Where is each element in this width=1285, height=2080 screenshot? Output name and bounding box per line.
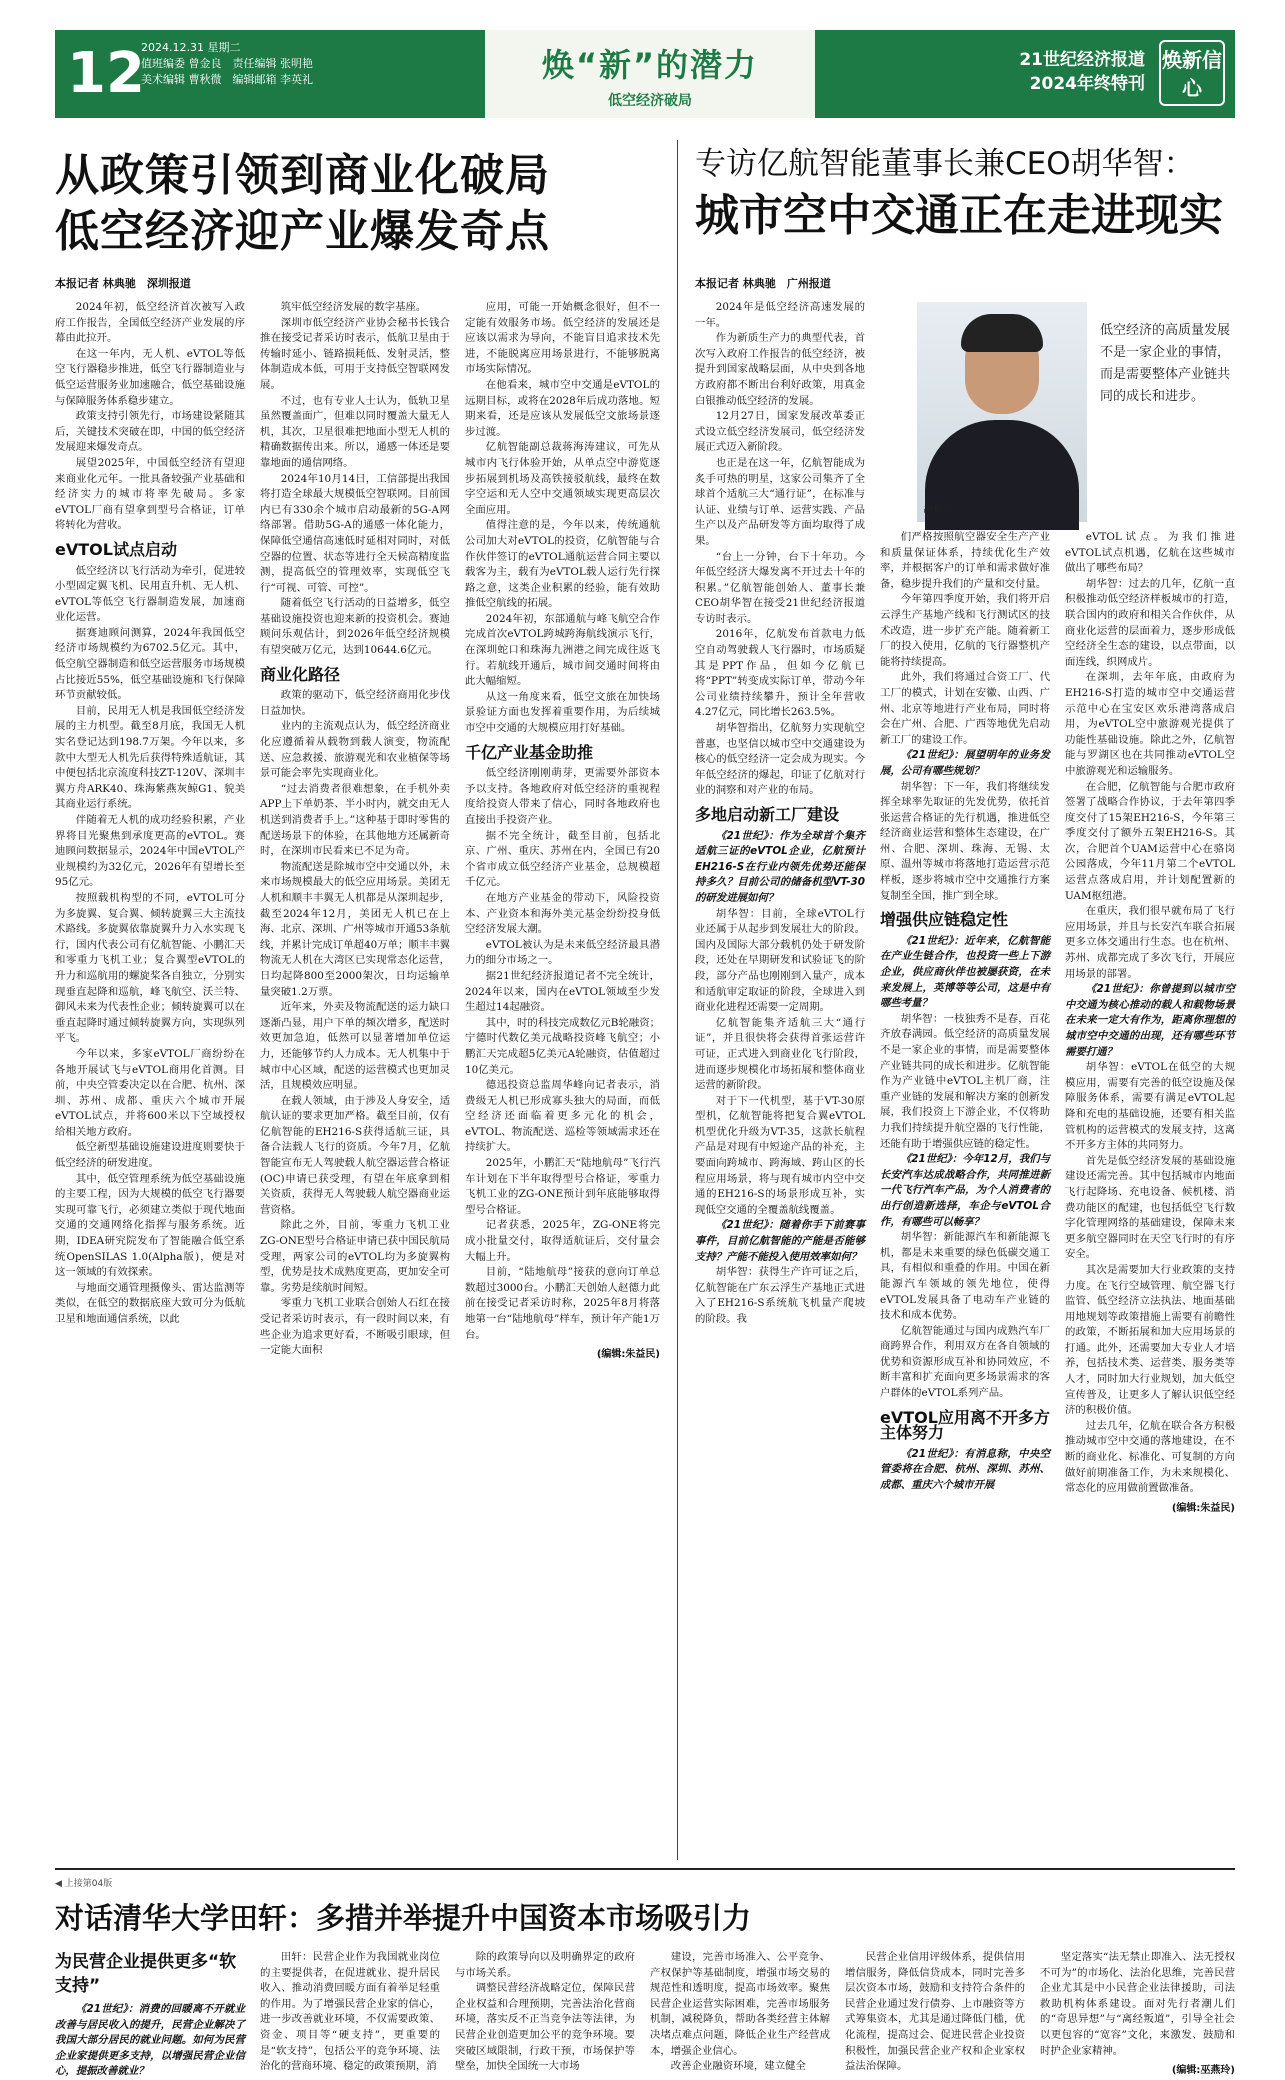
- bottom-column-6: [1040, 1950, 1235, 2077]
- paragraph: 胡华智指出，亿航努力实现航空普惠，也坚信以城市空中交通建设为核心的低空经济一定会成为现实。今年低空经济的爆起，印证了亿航对行业的洞察和对产业的布局。: [695, 722, 865, 797]
- paragraph: 目前，“陆地航母”接获的意向订单总数超过3000台。小鹏汇天创始人赵德力此前在接受记者采访时称，2025年8月将落地第一台“陆地航母”样车，预计年产能1万台。: [465, 1266, 660, 1341]
- section-heading: 千亿产业基金助推: [465, 742, 594, 762]
- paragraph: 胡华智：一枝独秀不是春，百花齐放春满园。低空经济的高质量发展不是一家企业的事情，而是需要整体产业链共同的成长和进步。亿航智能作为产业链中eVTOL主机厂商，注重产业链的发展和解决方案的创新发展，我们投资上下游企业，不仅将助力我们持续提升航空器的飞行性能，还能有助于增强供应链的稳定性。: [880, 1012, 1050, 1150]
- paragraph: 胡华智：新能源汽车和新能源飞机，都是未来重要的绿色低碳交通工具，有相似和重叠的作用。中国在新能源汽车领域的领先地位，使得eVTOL发展具备了电动车产业链的技术和成本优势。: [880, 1231, 1050, 1322]
- section-heading: eVTOL应用离不开多方主体努力: [880, 1407, 1050, 1443]
- paragraph: 《21世纪》：今年12月，我们与长安汽车达成战略合作，共同推进新一代飞行汽车产品，为个人消费者的出行创造新选择，车企与eVTOL合作，有哪些可以畅享？: [880, 1153, 1050, 1228]
- paragraph: 《21世纪》：展望明年的业务发展，公司有哪些规划？: [880, 749, 1050, 777]
- paragraph: 对于下一代机型，基于VT-30原型机，亿航智能将把复合翼eVTOL机型优化升级为VT-35，这款长航程产品是对现有中短途产品的补充，主要面向跨城市、跨海域、跨山区的长程应用场景，将与现有城市内空中交通的EH216-S的场景形成互补，实现低空交通的全覆盖航线覆盖。: [695, 1094, 865, 1216]
- paragraph: 《21世纪》：近年来，亿航智能在产业生链合作，也投资一些上下游企业，供应商伙伴也被屡获资，在未来发展上，英博等等公司，这是中有哪些考量？: [880, 934, 1050, 1010]
- paper-masthead: [1019, 48, 1145, 96]
- paragraph: 按照载机构型的不同，eVTOL可分为多旋翼、复合翼、倾转旋翼三大主流技术路线。多旋翼依靠旋翼升力入水实现飞行，国内代表公司有亿航智能、小鹏汇天和零重力飞机工业；复合翼型eVTOL的升力和巡航用的螺旋桨各自独立，分别实现垂直起降和巡航，峰飞航空、沃兰特、御风未来为代表性企业；倾转旋翼可以在垂直起降时通过倾转旋翼方向，实现纵列平飞。: [55, 891, 245, 1045]
- left-column-3: [465, 300, 660, 1860]
- paragraph: 2024年初，东部通航与峰飞航空合作完成首次eVTOL跨城跨海航线演示飞行，在深圳蛇口和珠海九洲港之间完成往返飞行。若航线开通后，城市间交通时间将由此大幅缩短。: [465, 612, 660, 688]
- paragraph: 今年第四季度开始，我们将开启云浮生产基地产线和飞行测试区的技术改造，进一步扩充产能。随着新工厂的投入使用，亿航的飞行器整机产能将持续提高。: [880, 593, 1050, 668]
- bottom-column-1: [55, 2002, 245, 2078]
- right-byline: 本报记者 林典驰 广州报道: [695, 277, 831, 290]
- paragraph: 坚定落实“法无禁止即准入、法无授权不可为”的市场化、法治化思维，完善民营企业尤其是中小民营企业法律援助，司法救助机构体系建设。面对先行者潮儿们的“奇思异想”与“离经叛道”，引导全社会以更包容的“宽容”文化，来激发、鼓励和时护企业家精神。: [1040, 1951, 1235, 2057]
- paragraph: 作为新质生产力的典型代表，首次写入政府工作报告的低空经济，被提升到国家战略层面，从中央到各地方政府都不断出台利好政策，用真金白银推动低空经济的发展。: [695, 332, 865, 407]
- paragraph: 此外，我们将通过合资工厂、代工厂的模式，计划在安徽、山西、广州、北京等地进行产业布局，同时将会在广州、合肥、广西等地优先启动新工厂的建设工作。: [880, 671, 1050, 746]
- paragraph: 从这一角度来看，低空文旅在加快场景验证方面也发挥着重要作用，为后续城市空中交通的大规模应用打好基础。: [465, 690, 660, 735]
- paragraph: 亿航智能副总裁蒋海涛建议，可先从城市内飞行体验开始，从单点空中游览逐步拓展到机场及高铁接驳航线，最终在数字空运和无人空中交通领域实现更高层次全面应用。: [465, 441, 660, 516]
- paragraph: “过去消费者很难想象，在手机外卖APP上下单奶茶、半小时内，就交由无人机送到消费者手上。”这种基于即时零售的配送场景下的体验，在其他地方还属新奇时，在深圳市民看来已不足为奇。: [260, 782, 450, 858]
- left-headline: [55, 148, 655, 260]
- section-subtitle: 低空经济破局: [608, 93, 692, 109]
- left-byline: 本报记者 林典驰 深圳报道: [55, 277, 191, 290]
- newspaper-page: [55, 30, 1235, 2078]
- paragraph: 调整民营经济战略定位，保障民营企业权益和合理预期，完善法治化营商环境，落实反不正当竞争法等法律，为民营企业创造更加公平的竞争环境。要突破区域限制，行政干预，市场保护等壁垒，加快全国统一大市场: [455, 1982, 635, 2073]
- paragraph: 胡华智：eVTOL在低空的大规模应用，需要有完善的低空设施及保障服务体系，需要有满足eVTOL起降和充电的基础设施，还要有相关监管机构的运营模式的发展支持，这离不开多方主体的共同努力。: [1065, 1061, 1235, 1152]
- paragraph: 业内的主流观点认为，低空经济商业化应遵循着从载物到载人演变，物流配送、应急救援、旅游观光和农业植保等场景可能会率先实现商业化。: [260, 720, 450, 780]
- paragraph: 在地方产业基金的带动下，风险投资本、产业资本和海外美元基金纷纷投身低空经济发展大潮。: [465, 891, 660, 936]
- paragraph: 不过，也有专业人士认为，低轨卫星虽然覆盖面广，但难以同时覆盖大量无人机，其次，卫星很难把地面小型无人机的精确数据传出来。所以，通感一体还是要靠地面的通信网络。: [260, 394, 450, 469]
- paragraph: 在载人领域，由于涉及人身安全，适航认证的要求更加严格。截至目前，仅有亿航智能的EH216-S获得适航三证，具备合法载人飞行的资质。今年7月，亿航智能宣布无人驾驶载人航空器运营合格证(OC)申请已获受理，有望在年底拿到相关资质，获得无人驾驶载人航空器商业运营资格。: [260, 1094, 450, 1216]
- paragraph: 12月27日，国家发展改革委正式设立低空经济发展司，低空经济发展正式迈入新阶段。: [695, 410, 865, 454]
- paragraph: 2024年初，低空经济首次被写入政府工作报告，全国低空经济产业发展的序幕由此拉开。: [55, 301, 245, 345]
- paragraph: 据赛迪顾问测算，2024年我国低空经济市场规模约为6702.5亿元。其中，低空航空器制造和低空运营服务市场规模占比接近55%，低空基础设施和飞行保障环节贡献较低。: [55, 626, 245, 702]
- paragraph: 除的政策导向以及明确界定的政府与市场关系。: [455, 1951, 635, 1979]
- paragraph: 胡华智：获得生产许可证之后，亿航智能在广东云浮生产基地正式进入了EH216-S系统航飞机量产爬坡的阶段。我: [695, 1266, 865, 1325]
- paragraph: 低空新型基础设施建设进度则要快于低空经济的研发进度。: [55, 1141, 245, 1170]
- paragraph: 《21世纪》：你曾提到以城市空中交通为核心推动的载人和载物场景在未来一定大有作为，距离你理想的城市空中交通的出现，还有哪些环节需要打通？: [1065, 983, 1235, 1058]
- paragraph: 与地面交通管理摄像头、雷达监测等类似，在低空的数据底座大致可分为低航卫星和地面通信系统，以此: [55, 1281, 245, 1325]
- paragraph: 田轩：民营企业作为我国就业岗位的主要提供者，在促进就业、提升居民收入、推动消费回暖方面有着举足轻重的作用。为了增强民营企业家的信心，进一步改善就业环境，不仅需要政策、资金、项目等“硬支持”，更重要的是“软支持”，包括公平的竞争环境、法治化的营商环境、稳定的政策预期，消: [260, 1951, 440, 2073]
- paragraph: 2024年是低空经济高速发展的一年。: [695, 301, 865, 329]
- paragraph: 胡华智：下一年，我们将继续发挥全球率先取证的先发优势，依托首张运营合格证的先行机遇，推进低空经济商业运营和整体生态建设，在广州、合肥、深圳、珠海、无锡、太原、温州等城市将落地打造运营示范样板，逐步将城市空中交通推行方案复制至全国，推广到全球。: [880, 780, 1050, 902]
- paragraph: 民营企业信用评级体系，提供信用增信服务，降低信贷成本，同时完善多层次资本市场，鼓励和支持符合条件的民营企业通过发行债券、上市融资等方式筹集资本，尤其是通过降低门槛，优化流程，提高过会、促进民营企业投资积极性，加强民营企业产权和企业家权益法治保障。: [845, 1951, 1025, 2073]
- paragraph: 《21世纪》：作为全球首个集齐适航三证的eVTOL企业，亿航预计EH216-S在行业内领先优势还能保持多久？目前公司的储备机型VT-30的研发进展如何？: [695, 829, 865, 904]
- paragraph: 首先是低空经济发展的基础设施建设还需完善。其中包括城市内地面飞行起降场、充电设备、候机楼、消费功能区的配建，也包括低空飞行数字化管理网络的基础建设，保障未来更多航空器同时在天空飞行时的有序安全。: [1065, 1154, 1235, 1261]
- special-logo: 焕新信心: [1159, 40, 1225, 106]
- paragraph: 据不完全统计，截至目前，包括北京、广州、重庆、苏州在内，全国已有20个省市成立低空经济产业基金，总规模超千亿元。: [465, 829, 660, 889]
- right-column-3: [1065, 530, 1235, 1860]
- section-rule: [55, 1868, 1235, 1870]
- paragraph: 《21世纪》：随着你手下前赛事事件，目前亿航智能的产能是否能够支持？产能不能投入使用效率如何？: [695, 1219, 865, 1263]
- section-heading: 商业化路径: [260, 664, 341, 684]
- paragraph: 2024年10月14日，工信部提出我国将打造全球最大规模低空智联网。目前国内已有330余个城市启动最新的5G-A网络部署。借助5G-A的通感一体化能力，保障低空通信高速低时延相对同时，对低空器的位置、状态等进行全天候高精度监测，提高低空的管理效率，实现低空飞行“可视、可管、可控”。: [260, 472, 450, 594]
- paragraph: 在这一年内，无人机、eVTOL等低空飞行器稳步推进，低空飞行器制造业与低空运营服务业加速融合，低空基础设施与保障服务体系稳步建立。: [55, 347, 245, 407]
- paragraph: eVTOL被认为是未来低空经济最具潜力的细分市场之一。: [465, 938, 660, 967]
- paragraph: 过去几年，亿航在联合各方积极推动城市空中交通的落地建设，在不断的商业化、标准化、可复制的方向做好前期准备工作，为未来规模化、常态化的应用做前置做准备。: [1065, 1419, 1235, 1495]
- jump-line: ◀ 上接第04版: [55, 1879, 113, 1889]
- paragraph: 《21世纪》：消费的回暖离不开就业改善与居民收入的提升，民营企业解决了我国大部分居民的就业问题。如何为民营企业家提供更多支持，以增强民营企业信心，提振改善就业？: [55, 2003, 245, 2078]
- paragraph: 在深圳，去年年底，由政府为EH216-S打造的城市空中交通运营示范中心在宝安区欢乐港湾落成启用，为eVTOL空中旅游观光提供了功能性基础设施。除此之外，亿航智能与罗湖区也在共同推动eVTOL空中旅游观光和运输服务。: [1065, 671, 1235, 777]
- page-header: [55, 30, 1235, 118]
- portrait-hair: [961, 314, 1043, 352]
- paragraph: 伴随着无人机的成功经验积累，产业界将目光聚焦到承度更高的eVTOL。赛迪顾问数据显示，2024年中国eVTOL产业规模约为32亿元，2026年有望增长至95亿元。: [55, 814, 245, 889]
- section-heading: 多地启动新工厂建设: [695, 805, 840, 824]
- paragraph: 其次是需要加大行业政策的支持力度。在飞行空域管理、航空器飞行监管、低空经济立法执法、地面基础用地规划等政策措施上需要有前瞻性的政策，不断拓展和加大应用场景的打通。此外，还需要加大专业人才培养，包括技术类、运营类、服务类等人才，同时加大行业规划，加大低空宣传普及，让更多人了解认识低空经济的积极价值。: [1065, 1263, 1235, 1417]
- paragraph: “台上一分钟，台下十年功。今年低空经济大爆发离不开过去十年的积累。”亿航智能创始人、董事长兼CEO胡华智在接受21世纪经济报道专访时表示。: [695, 550, 865, 625]
- paragraph: 随着低空飞行活动的日益增多，低空基础设施投资也迎来新的投资机会。赛迪顾问乐观估计，到2026年低空经济规模有望突破万亿元，达到10644.6亿元。: [260, 597, 450, 657]
- left-column-1: [55, 300, 245, 1860]
- pull-quote: 低空经济的高质量发展不是一家企业的事情，而是需要整体产业链共同的成长和进步。: [1100, 323, 1231, 404]
- paragraph: 零重力飞机工业联合创始人石红在接受记者采访时表示，有一段时间以来，有些企业为追求更好看，不断吸引眼球，但一定能大面积: [260, 1297, 450, 1357]
- paragraph: 在他看来，城市空中交通是eVTOL的远期目标，或将在2028年后成功落地。短期来看，还是应该从发展低空文旅场景逐步过渡。: [465, 378, 660, 438]
- column-divider: [677, 140, 678, 1860]
- paragraph: 记者获悉，2025年，ZG-ONE将完成小批量交付，取得适航证后，交付量会大幅上升。: [465, 1219, 660, 1263]
- paragraph: 筑牢低空经济发展的数字基座。: [280, 301, 427, 313]
- paragraph: 其中，时的科技完成数亿元B轮融资；宁德时代数亿美元战略投资峰飞航空；小鹏汇天完成超5亿美元A轮融资，估值超过10亿美元。: [465, 1016, 660, 1076]
- left-column-2: [260, 300, 450, 1860]
- left-headline-line2: 低空经济迎产业爆发奇点: [55, 206, 550, 257]
- bottom-subhead: 为民营企业提供更多“软支持”: [55, 1952, 237, 1996]
- bottom-column-3: [455, 1950, 635, 2073]
- right-column-1: [695, 300, 865, 1860]
- right-column-2: [880, 530, 1050, 1860]
- paragraph: 2016年，亿航发布首款电力低空自动驾驶载人飞行器时，市场质疑其是PPT作品，但如今亿航已将“PPT”转变成实际订单，带动今年公司业绩持续攀升，预计全年营收4.27亿元，同比增长263.5%。: [695, 628, 865, 719]
- paragraph: 物流配送是除城市空中交通以外，未来市场规模最大的低空应用场景。美团无人机和顺丰丰翼无人机都是从深圳起步，截至2024年12月，美团无人机已在上海、北京、深圳、广州等城市开通53条航线，并累计完成订单超40万单；顺丰丰翼物流无人机在大湾区已实现常态化运营，日均起降800至2000架次，日均运输单量突破1.2万票。: [260, 860, 450, 998]
- portrait-photo: [917, 302, 1087, 522]
- paragraph: 应用，可能一开始概念很好，但不一定能有效服务市场。低空经济的发展还是应该以需求为导向，不能盲目追求技术先进，不能脱离应用场景进行，不能够脱离市场实际情况。: [465, 301, 660, 376]
- paragraph: 据21世纪经济报道记者不完全统计，2024年以来，国内在eVTOL领域至少发生超过14起融资。: [465, 969, 660, 1014]
- paragraph: 德迅投资总监周华峰向记者表示，消费级无人机已形成寡头独大的局面，而低空经济还面临着更多元化的机会，eVTOL、物流配送、巡检等领域需求还在持续扩大。: [465, 1079, 660, 1154]
- bottom-column-2: [260, 1950, 440, 2073]
- bottom-headline: 对话清华大学田轩：多措并举提升中国资本市场吸引力: [55, 1901, 752, 1935]
- paragraph: 今年以来，多家eVTOL厂商纷纷在各地开展试飞与eVTOL商用化首测。目前，中央空管委决定以在合肥、杭州、深圳、苏州、成都、重庆六个城市开展eVTOL试点，并将600米以下空域授权给相关地方政府。: [55, 1047, 245, 1138]
- paragraph: 值得注意的是，今年以来，传统通航公司加大对eVTOL的投资，亿航智能与合作伙伴签订的eVTOL通航运营合同主要以载客为主，载有为eVTOL载人运行先行探路之意，这类企业积累的经验，能有效助推低空航线的拓展。: [465, 519, 660, 610]
- paragraph: 近年来，外卖及物流配送的运力缺口逐渐凸显，用户下单的频次增多，配送时效更加急迫，低然可以显著增加单位运力，还能够节约人力成本。无人机集中于城市中心区域，配送的运营模式也更加灵活，且规模效应明显。: [260, 1001, 450, 1092]
- special-edition: 2024年终特刊: [1029, 74, 1145, 94]
- section-heading: 增强供应链稳定性: [880, 910, 1009, 930]
- paragraph: 《21世纪》：有消息称，中央空管委将在合肥、杭州、深圳、苏州、成都、重庆六个城市开展: [880, 1447, 1050, 1492]
- issue-date: 2024.12.31 星期二: [141, 41, 241, 54]
- paragraph: 目前，民用无人机是我国低空经济发展的主力机型。截至8月底，我国无人机实名登记达到198.7万架。今年以来，多款中大型无人机先后获得特殊适航证，其中便包括北京流度科技ZT-120V、深圳丰翼方舟ARK40、珠海紫燕灰鲸G1、貌美其商业运行系统。: [55, 704, 245, 811]
- paragraph: 在重庆，我们很早就布局了飞行应用场景，并且与长安汽车联合拓展更多立体交通出行生态。也在杭州、苏州、成都完成了多次飞行，开展应用场景的部署。: [1065, 905, 1235, 980]
- staff-line-1: 值班编委 曾金良 责任编辑 张明艳: [141, 57, 313, 70]
- paper-name: 21世纪经济报道: [1019, 50, 1145, 70]
- paragraph: 深圳市低空经济产业协会秘书长钱合推在接受记者采访时表示，低航卫星由于传输时延小、链路损耗低、发射灵活，整体制造成本低，可用于支持低空智联网发展。: [260, 316, 450, 391]
- paragraph: 低空经济刚刚萌芽，更需要外部资本予以支持。各地政府对低空经济的重视程度给投资人带来了信心，同时各地政府也直接出手投资产业。: [465, 767, 660, 826]
- right-headline-sub: 专访亿航智能董事长兼CEO胡华智：: [695, 146, 1195, 182]
- paragraph: 胡华智：过去的几年，亿航一直积极推动低空经济样板城市的打造，联合国内的政府和相关合作伙伴，从商业化运营的层面着力，逐步形成低空经济全生态的建设，以点带面，以面连线，织网成片。: [1065, 577, 1235, 668]
- page-number: 12: [67, 41, 145, 106]
- photo-caption: 胡华智: [923, 505, 953, 516]
- paragraph: 改善企业融资环境，建立健全: [670, 2060, 806, 2073]
- paragraph: 展望2025年，中国低空经济有望迎来商业化元年。一批具备较强产业基础和经济实力的城市将率先破局。多家eVTOL厂商有望拿到型号合格证，订单将转化为营收。: [55, 456, 245, 532]
- section-heading: eVTOL试点启动: [55, 539, 177, 559]
- paragraph: 在合肥，亿航智能与合肥市政府签署了战略合作协议，于去年第四季度交付了15架EH216-S，今年第三季度交付了额外五架EH216-S。其次，合肥首个UAM运营中心在骆岗公园落成，今年11月第二个eVTOL运营点落成启用，并计划配置新的UAM枢纽港。: [1065, 780, 1235, 902]
- bottom-column-4: [650, 1950, 830, 2073]
- section-title: 焕“新”的潜力: [541, 46, 759, 84]
- editor-credit: (编辑:朱益民): [596, 1349, 660, 1361]
- paragraph: 低空经济以飞行活动为牵引，促进较小型固定翼飞机、民用直升机、无人机、eVTOL等低空飞行器制造发展，加速商业化运营。: [55, 564, 245, 624]
- paragraph: 们严格按照航空器安全生产产业和质量保证体系，持续优化生产效率，并根据客户的订单和需求做好准备，稳步提升我们的产量和交付量。: [880, 531, 1050, 590]
- paragraph: 胡华智：目前，全球eVTOL行业还属于从起步到发展壮大的阶段。国内及国际大部分载机仍处于研发阶段，还处在早期研发和试验证飞的阶段，部分产品也刚刚到入量产，成本和适航审定取证的阶段，全球进入到商业化进程还需要一定周期。: [695, 907, 865, 1014]
- paragraph: 除此之外，目前，零重力飞机工业ZG-ONE型号合格证申请已获中国民航局受理，两家公司的eVTOL均为多旋翼构型，优势是技术成熟度更高，更加安全可靠。劣势是续航时间短。: [260, 1219, 450, 1294]
- paragraph: 2025年，小鹏汇天“陆地航母”飞行汽车计划在下半年取得型号合格证，零重力飞机工业的ZG-ONE预计到年底能够取得型号合格证。: [465, 1157, 660, 1216]
- editor-credit: (编辑:巫燕玲): [1171, 2065, 1235, 2077]
- paragraph: 建设，完善市场准入、公平竞争、产权保护等基础制度，增强市场交易的规范性和透明度，提高市场效率。聚焦民营企业运营实际困难，完善市场服务机制，减税降负，帮助各类经营主体解决堵点难点问题，降低企业生产经营成本，增强企业信心。: [650, 1951, 830, 2057]
- paragraph: 政策支持引领先行，市场建设紧随其后，关键技术突破在即，中国的低空经济发展迎来爆发奇点。: [55, 410, 245, 454]
- paragraph: 也正是在这一年，亿航智能成为炙手可热的明星，这家公司集齐了全球首个适航三大“通行证”，在标准与认证、业绩与订单、运营实践、产品生产以及产品研发等方面均取得了成果。: [695, 456, 865, 547]
- paragraph: 其中，低空管理系统为低空基础设施的主要工程，因为大规模的低空飞行器要实现可靠飞行，必须建立类似于现代地面交通的交通网络化指挥与服务系统。近期，IDEA研究院发布了智能融合低空系统OpenSILAS 1.0(Alpha版)，便是对这一领域的有效探索。: [55, 1172, 245, 1279]
- section-banner: [485, 30, 815, 118]
- paragraph: 亿航智能集齐适航三大“通行证”，并且很快将会获得首张运营许可证，正式进入到商业化飞行阶段，进而逐步规模化市场拓展和整体商业运营的新阶段。: [695, 1016, 865, 1092]
- bottom-column-5: [845, 1950, 1025, 2073]
- right-headline: 城市空中交通正在走进现实: [695, 190, 1223, 241]
- paragraph: 亿航智能通过与国内成熟汽车厂商跨界合作，利用双方在各自领域的优势和资源形成互补和协同效应，不断丰富和扩充面向更多场景需求的客户群体的eVTOL系列产品。: [880, 1324, 1050, 1400]
- paragraph: 政策的驱动下，低空经济商用化步伐日益加快。: [260, 689, 450, 717]
- editor-credit: (编辑:朱益民): [1171, 1502, 1235, 1514]
- paragraph: eVTOL试点。为我们推进eVTOL试点机遇，亿航在这些城市做出了哪些布局？: [1065, 531, 1235, 575]
- left-headline-line1: 从政策引领到商业化破局: [55, 150, 550, 201]
- header-meta: [141, 40, 313, 88]
- staff-line-2: 美术编辑 曹秋微 编辑邮箱 李英礼: [141, 73, 313, 86]
